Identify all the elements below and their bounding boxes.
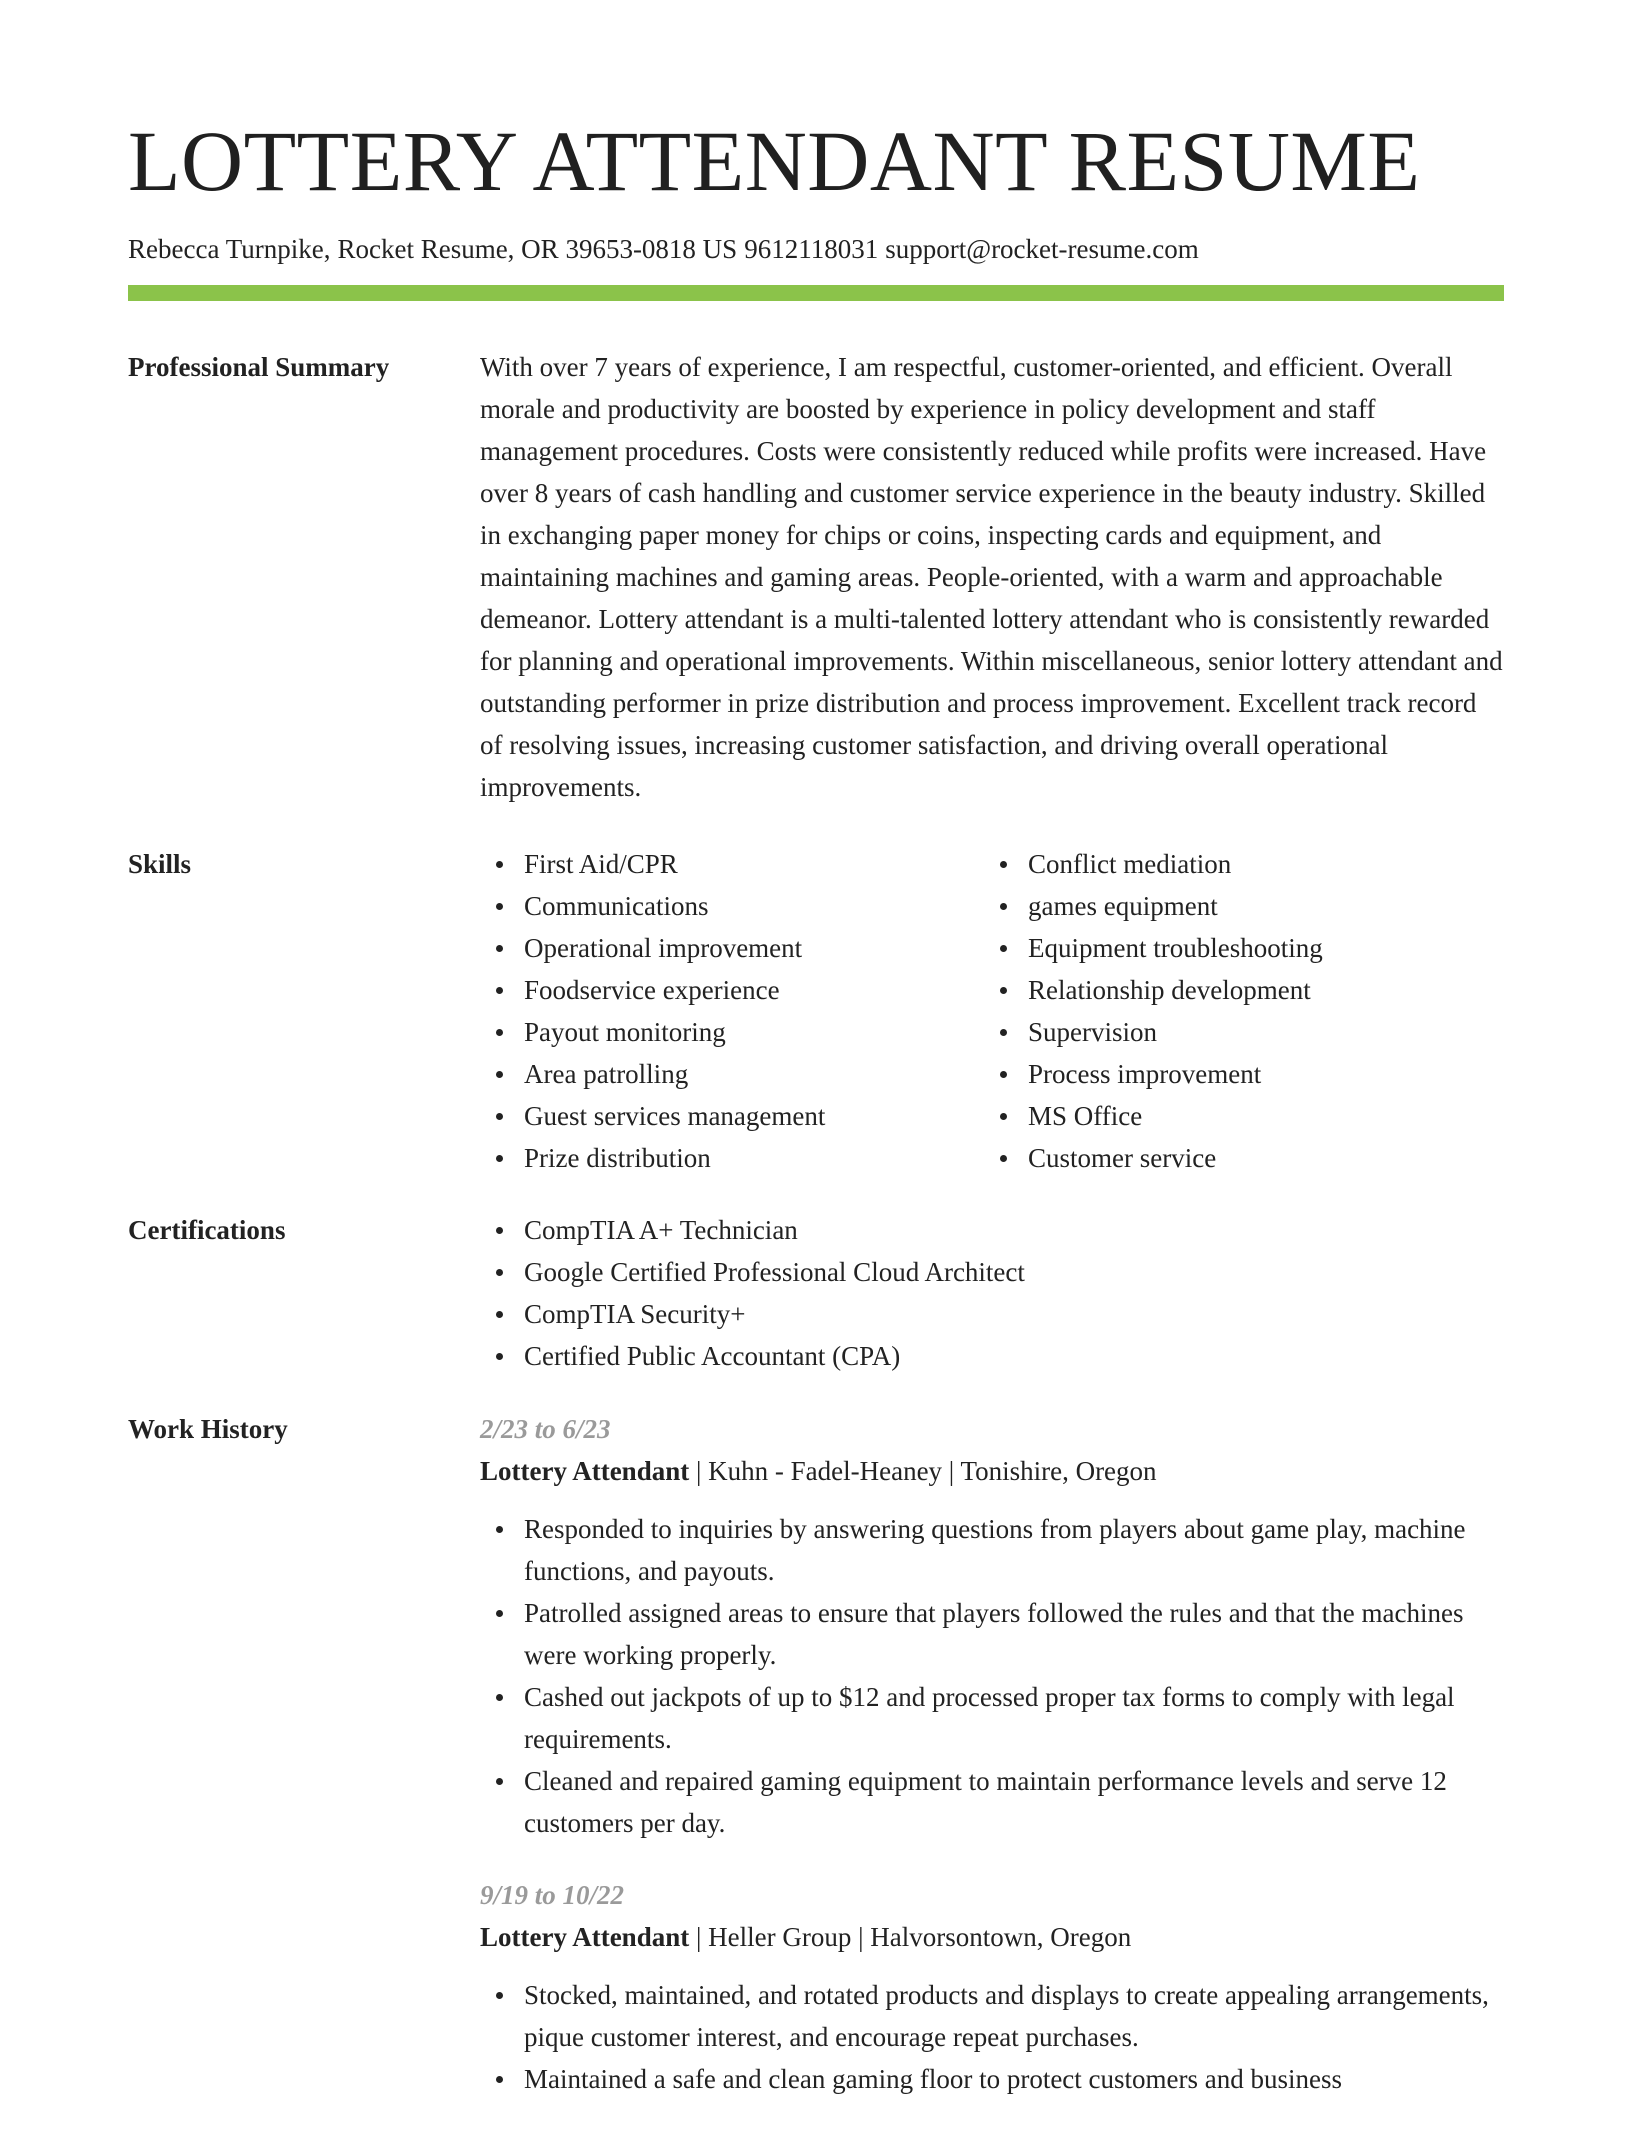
skill-item: Area patrolling (524, 1053, 984, 1095)
certification-item: CompTIA Security+ (524, 1293, 1504, 1335)
skill-item: Operational improvement (524, 927, 984, 969)
skill-item: Guest services management (524, 1095, 984, 1137)
job-bullet: Maintained a safe and clean gaming floor to protect customers and business (524, 2058, 1504, 2100)
contact-line (128, 232, 1199, 266)
summary-body (480, 346, 1504, 808)
job-heading (480, 1916, 1504, 1958)
skills-body (480, 843, 1504, 1179)
skill-item: Process improvement (1028, 1053, 1488, 1095)
job-title: Lottery Attendant (480, 1456, 690, 1486)
skills-heading: Skills (128, 849, 192, 879)
skill-item: Equipment troubleshooting (1028, 927, 1488, 969)
contact-address: Rocket Resume, OR 39653-0818 US (337, 234, 738, 264)
work-history-heading: Work History (128, 1414, 288, 1444)
summary-heading: Professional Summary (128, 352, 390, 382)
contact-email: support@rocket-resume.com (885, 234, 1199, 264)
work-history-body (480, 1408, 1504, 2130)
job-bullet: Responded to inquiries by answering questions from players about game play, machine functions, and payouts. (524, 1508, 1504, 1592)
job-bullet: Cleaned and repaired gaming equipment to maintain performance levels and serve 12 customers per day. (524, 1760, 1504, 1844)
skill-item: Payout monitoring (524, 1011, 984, 1053)
job-title: Lottery Attendant (480, 1922, 690, 1952)
certifications-heading: Certifications (128, 1215, 286, 1245)
certification-item: CompTIA A+ Technician (524, 1209, 1504, 1251)
skill-item: MS Office (1028, 1095, 1488, 1137)
job-entry (480, 1874, 1504, 2100)
certifications-body (480, 1209, 1504, 1377)
skill-item: Relationship development (1028, 969, 1488, 1011)
skills-column-left (480, 843, 984, 1179)
job-dates: 2/23 to 6/23 (480, 1414, 611, 1444)
skill-item: Communications (524, 885, 984, 927)
skills-column-right (984, 843, 1488, 1179)
job-dates: 9/19 to 10/22 (480, 1880, 625, 1910)
skill-item: First Aid/CPR (524, 843, 984, 885)
job-employer-location: | Kuhn - Fadel-Heaney | Tonishire, Oregon (689, 1456, 1157, 1486)
job-entry (480, 1408, 1504, 1844)
job-heading (480, 1450, 1504, 1492)
job-bullet: Patrolled assigned areas to ensure that players followed the rules and that the machines were working properly. (524, 1592, 1504, 1676)
skill-item: Supervision (1028, 1011, 1488, 1053)
skill-item: Foodservice experience (524, 969, 984, 1011)
skill-item: games equipment (1028, 885, 1488, 927)
certification-item: Google Certified Professional Cloud Architect (524, 1251, 1504, 1293)
skill-item: Conflict mediation (1028, 843, 1488, 885)
job-bullet: Stocked, maintained, and rotated products and displays to create appealing arrangements, pique customer interest, and encourage repeat purchases. (524, 1974, 1504, 2058)
contact-phone: 9612118031 (744, 234, 879, 264)
job-employer-location: | Heller Group | Halvorsontown, Oregon (689, 1922, 1132, 1952)
resume-title: LOTTERY ATTENDANT RESUME (128, 113, 1421, 209)
contact-name: Rebecca Turnpike, (128, 234, 331, 264)
summary-text: With over 7 years of experience, I am respectful, customer-oriented, and efficient. Overall morale and productivity are boosted by experience in policy development and staff management procedures. Costs were consistently reduced while profits were increased. Have over 8 years of cash handling and customer service experience in the beauty industry. Skilled in exchanging paper money for chips or coins, inspecting cards and equipment, and maintaining machines and gaming areas. People-oriented, with a warm and approachable demeanor. Lottery attendant is a multi-talented lottery attendant who is consistently rewarded for planning and operational improvements. Within miscellaneous, senior lottery attendant and outstanding performer in prize distribution and process improvement. Excellent track record of resolving issues, increasing customer satisfaction, and driving overall operational improvements. (480, 352, 1503, 802)
job-bullet: Cashed out jackpots of up to $12 and processed proper tax forms to comply with legal requirements. (524, 1676, 1504, 1760)
skill-item: Customer service (1028, 1137, 1488, 1179)
header-divider (128, 285, 1504, 301)
skill-item: Prize distribution (524, 1137, 984, 1179)
certification-item: Certified Public Accountant (CPA) (524, 1335, 1504, 1377)
